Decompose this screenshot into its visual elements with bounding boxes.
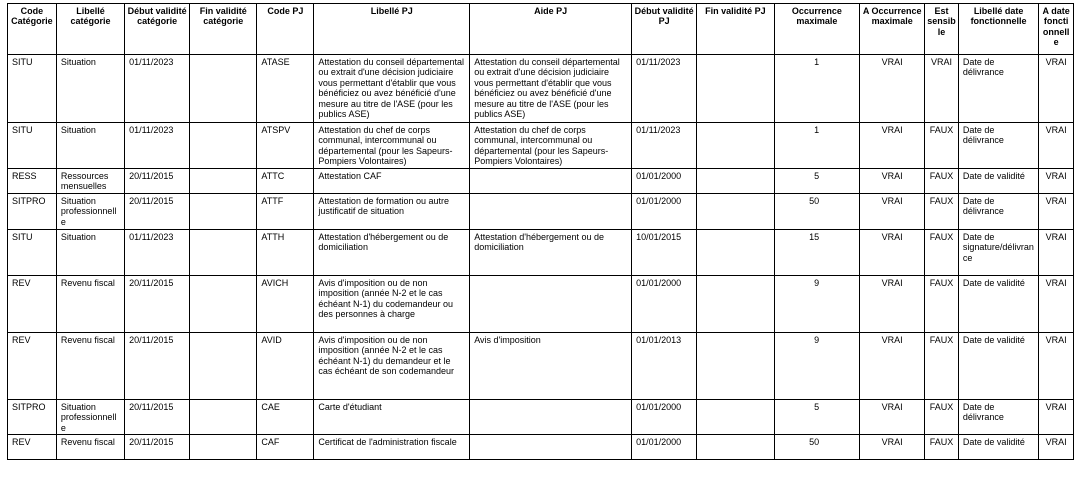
cell-a-date-fonctionnelle: VRAI: [1039, 435, 1074, 460]
cell-debut-validite-pj: 01/11/2023: [632, 123, 697, 169]
header-libelle-date-fonctionnelle: Libellé date fonctionnelle: [958, 4, 1038, 55]
cell-fin-validite-categorie: [190, 435, 257, 460]
cell-a-occurrence-maximale: VRAI: [860, 194, 925, 230]
cell-libelle-date-fonctionnelle: Date de délivrance: [958, 55, 1038, 123]
cell-debut-validite-pj: 01/01/2000: [632, 435, 697, 460]
cell-libelle-pj: Attestation du conseil départemental ou extrait d'une décision judiciaire vous permettant d'établir que vous bénéficiez ou avez bénéficié d'une mesure au titre de l'ASE (pour les publics ASE): [314, 55, 470, 123]
cell-est-sensible: FAUX: [925, 400, 959, 435]
cell-est-sensible: FAUX: [925, 194, 959, 230]
cell-aide-pj: [470, 194, 632, 230]
cell-occurrence-maximale: 9: [774, 333, 860, 400]
cell-a-date-fonctionnelle: VRAI: [1039, 169, 1074, 194]
cell-debut-validite-categorie: 20/11/2015: [125, 333, 190, 400]
table-row: [8, 435, 1074, 460]
cell-fin-validite-pj: [697, 400, 774, 435]
cell-occurrence-maximale: 50: [774, 194, 860, 230]
cell-code-categorie: SITU: [8, 123, 57, 169]
table-row: [8, 400, 1074, 435]
cell-debut-validite-pj: 01/01/2000: [632, 400, 697, 435]
cell-occurrence-maximale: 1: [774, 55, 860, 123]
cell-libelle-pj: Carte d'étudiant: [314, 400, 470, 435]
cell-debut-validite-categorie: 01/11/2023: [125, 123, 190, 169]
cell-aide-pj: Attestation du conseil départemental ou extrait d'une décision judiciaire vous permettant d'établir que vous bénéficiez ou avez bénéficié d'une mesure au titre de l'ASE (pour les publics ASE): [470, 55, 632, 123]
table-header-row: [8, 4, 1074, 55]
header-fin-validite-pj: Fin validité PJ: [697, 4, 774, 55]
cell-a-date-fonctionnelle: VRAI: [1039, 123, 1074, 169]
cell-libelle-categorie: Situation: [56, 123, 124, 169]
cell-aide-pj: Attestation du chef de corps communal, intercommunal ou départemental (pour les Sapeurs-Pompiers Volontaires): [470, 123, 632, 169]
cell-code-pj: CAE: [257, 400, 314, 435]
cell-fin-validite-pj: [697, 435, 774, 460]
cell-fin-validite-pj: [697, 333, 774, 400]
cell-debut-validite-pj: 01/01/2000: [632, 169, 697, 194]
table-row: [8, 169, 1074, 194]
cell-aide-pj: [470, 169, 632, 194]
cell-debut-validite-categorie: 20/11/2015: [125, 400, 190, 435]
cell-a-date-fonctionnelle: VRAI: [1039, 333, 1074, 400]
cell-a-date-fonctionnelle: VRAI: [1039, 400, 1074, 435]
cell-a-date-fonctionnelle: VRAI: [1039, 230, 1074, 276]
cell-est-sensible: FAUX: [925, 276, 959, 333]
table-row: [8, 194, 1074, 230]
cell-debut-validite-pj: 10/01/2015: [632, 230, 697, 276]
cell-fin-validite-pj: [697, 194, 774, 230]
cell-est-sensible: VRAI: [925, 55, 959, 123]
header-libelle-pj: Libellé PJ: [314, 4, 470, 55]
cell-code-categorie: SITPRO: [8, 194, 57, 230]
cell-a-occurrence-maximale: VRAI: [860, 230, 925, 276]
cell-libelle-date-fonctionnelle: Date de signature/délivrance: [958, 230, 1038, 276]
cell-fin-validite-categorie: [190, 333, 257, 400]
cell-debut-validite-categorie: 20/11/2015: [125, 169, 190, 194]
cell-fin-validite-categorie: [190, 123, 257, 169]
cell-fin-validite-pj: [697, 55, 774, 123]
cell-libelle-date-fonctionnelle: Date de délivrance: [958, 194, 1038, 230]
cell-libelle-categorie: Ressources mensuelles: [56, 169, 124, 194]
cell-aide-pj: Avis d'imposition: [470, 333, 632, 400]
cell-debut-validite-pj: 01/01/2000: [632, 194, 697, 230]
cell-fin-validite-categorie: [190, 276, 257, 333]
cell-libelle-categorie: Revenu fiscal: [56, 333, 124, 400]
header-a-occurrence-maximale: A Occurrence maximale: [860, 4, 925, 55]
cell-occurrence-maximale: 9: [774, 276, 860, 333]
cell-est-sensible: FAUX: [925, 435, 959, 460]
header-occurrence-maximale: Occurrence maximale: [774, 4, 860, 55]
cell-libelle-categorie: Situation: [56, 55, 124, 123]
cell-occurrence-maximale: 5: [774, 169, 860, 194]
cell-fin-validite-pj: [697, 169, 774, 194]
cell-libelle-date-fonctionnelle: Date de délivrance: [958, 400, 1038, 435]
cell-code-categorie: SITU: [8, 55, 57, 123]
table-row: [8, 55, 1074, 123]
cell-fin-validite-categorie: [190, 194, 257, 230]
cell-occurrence-maximale: 1: [774, 123, 860, 169]
cell-occurrence-maximale: 15: [774, 230, 860, 276]
header-libelle-categorie: Libellé catégorie: [56, 4, 124, 55]
document-page: [7, 3, 1074, 460]
cell-fin-validite-categorie: [190, 55, 257, 123]
cell-est-sensible: FAUX: [925, 333, 959, 400]
header-a-date-fonctionnelle: A date fonctionnelle: [1039, 4, 1074, 55]
cell-debut-validite-categorie: 01/11/2023: [125, 230, 190, 276]
cell-occurrence-maximale: 50: [774, 435, 860, 460]
table-row: [8, 276, 1074, 333]
header-fin-validite-categorie: Fin validité catégorie: [190, 4, 257, 55]
cell-fin-validite-pj: [697, 230, 774, 276]
header-debut-validite-pj: Début validité PJ: [632, 4, 697, 55]
cell-a-occurrence-maximale: VRAI: [860, 123, 925, 169]
cell-debut-validite-categorie: 01/11/2023: [125, 55, 190, 123]
cell-code-categorie: REV: [8, 333, 57, 400]
cell-fin-validite-categorie: [190, 400, 257, 435]
cell-occurrence-maximale: 5: [774, 400, 860, 435]
header-debut-validite-categorie: Début validité catégorie: [125, 4, 190, 55]
cell-est-sensible: FAUX: [925, 230, 959, 276]
cell-code-pj: ATTH: [257, 230, 314, 276]
cell-aide-pj: Attestation d'hébergement ou de domiciliation: [470, 230, 632, 276]
table-row: [8, 333, 1074, 400]
cell-libelle-pj: Avis d'imposition ou de non imposition (année N-2 et le cas échéant N-1) du demandeur et le cas échéant de son codemandeur: [314, 333, 470, 400]
table-row: [8, 123, 1074, 169]
cell-libelle-date-fonctionnelle: Date de validité: [958, 333, 1038, 400]
cell-code-categorie: SITU: [8, 230, 57, 276]
cell-libelle-date-fonctionnelle: Date de validité: [958, 435, 1038, 460]
cell-libelle-pj: Certificat de l'administration fiscale: [314, 435, 470, 460]
cell-debut-validite-categorie: 20/11/2015: [125, 435, 190, 460]
cell-a-occurrence-maximale: VRAI: [860, 400, 925, 435]
cell-a-date-fonctionnelle: VRAI: [1039, 194, 1074, 230]
cell-aide-pj: [470, 435, 632, 460]
cell-a-occurrence-maximale: VRAI: [860, 276, 925, 333]
cell-libelle-pj: Avis d'imposition ou de non imposition (année N-2 et le cas échéant N-1) du codemandeur ou des personnes à charge: [314, 276, 470, 333]
cell-libelle-pj: Attestation du chef de corps communal, intercommunal ou départemental (pour les Sapeurs-Pompiers Volontaires): [314, 123, 470, 169]
cell-libelle-categorie: Situation: [56, 230, 124, 276]
cell-code-categorie: RESS: [8, 169, 57, 194]
header-aide-pj: Aide PJ: [470, 4, 632, 55]
cell-code-categorie: REV: [8, 276, 57, 333]
cell-aide-pj: [470, 400, 632, 435]
cell-libelle-date-fonctionnelle: Date de délivrance: [958, 123, 1038, 169]
cell-debut-validite-pj: 01/01/2000: [632, 276, 697, 333]
cell-a-occurrence-maximale: VRAI: [860, 333, 925, 400]
cell-libelle-pj: Attestation CAF: [314, 169, 470, 194]
cell-code-pj: AVICH: [257, 276, 314, 333]
cell-code-pj: CAF: [257, 435, 314, 460]
cell-aide-pj: [470, 276, 632, 333]
cell-code-pj: ATSPV: [257, 123, 314, 169]
cell-libelle-categorie: Situation professionnelle: [56, 194, 124, 230]
cell-a-occurrence-maximale: VRAI: [860, 169, 925, 194]
cell-libelle-categorie: Situation professionnelle: [56, 400, 124, 435]
cell-code-categorie: REV: [8, 435, 57, 460]
cell-code-pj: ATTC: [257, 169, 314, 194]
cell-a-date-fonctionnelle: VRAI: [1039, 55, 1074, 123]
pj-table: [7, 3, 1074, 460]
cell-debut-validite-categorie: 20/11/2015: [125, 194, 190, 230]
header-code-pj: Code PJ: [257, 4, 314, 55]
cell-code-pj: ATTF: [257, 194, 314, 230]
cell-a-occurrence-maximale: VRAI: [860, 55, 925, 123]
cell-a-occurrence-maximale: VRAI: [860, 435, 925, 460]
cell-a-date-fonctionnelle: VRAI: [1039, 276, 1074, 333]
cell-libelle-categorie: Revenu fiscal: [56, 435, 124, 460]
cell-libelle-pj: Attestation d'hébergement ou de domiciliation: [314, 230, 470, 276]
cell-code-pj: AVID: [257, 333, 314, 400]
cell-libelle-pj: Attestation de formation ou autre justificatif de situation: [314, 194, 470, 230]
cell-fin-validite-categorie: [190, 169, 257, 194]
cell-est-sensible: FAUX: [925, 123, 959, 169]
cell-fin-validite-pj: [697, 276, 774, 333]
cell-debut-validite-pj: 01/01/2013: [632, 333, 697, 400]
cell-libelle-categorie: Revenu fiscal: [56, 276, 124, 333]
cell-libelle-date-fonctionnelle: Date de validité: [958, 276, 1038, 333]
cell-fin-validite-pj: [697, 123, 774, 169]
cell-debut-validite-pj: 01/11/2023: [632, 55, 697, 123]
table-row: [8, 230, 1074, 276]
cell-fin-validite-categorie: [190, 230, 257, 276]
cell-est-sensible: FAUX: [925, 169, 959, 194]
cell-code-categorie: SITPRO: [8, 400, 57, 435]
header-est-sensible: Est sensible: [925, 4, 959, 55]
cell-libelle-date-fonctionnelle: Date de validité: [958, 169, 1038, 194]
cell-code-pj: ATASE: [257, 55, 314, 123]
header-code-categorie: Code Catégorie: [8, 4, 57, 55]
cell-debut-validite-categorie: 20/11/2015: [125, 276, 190, 333]
